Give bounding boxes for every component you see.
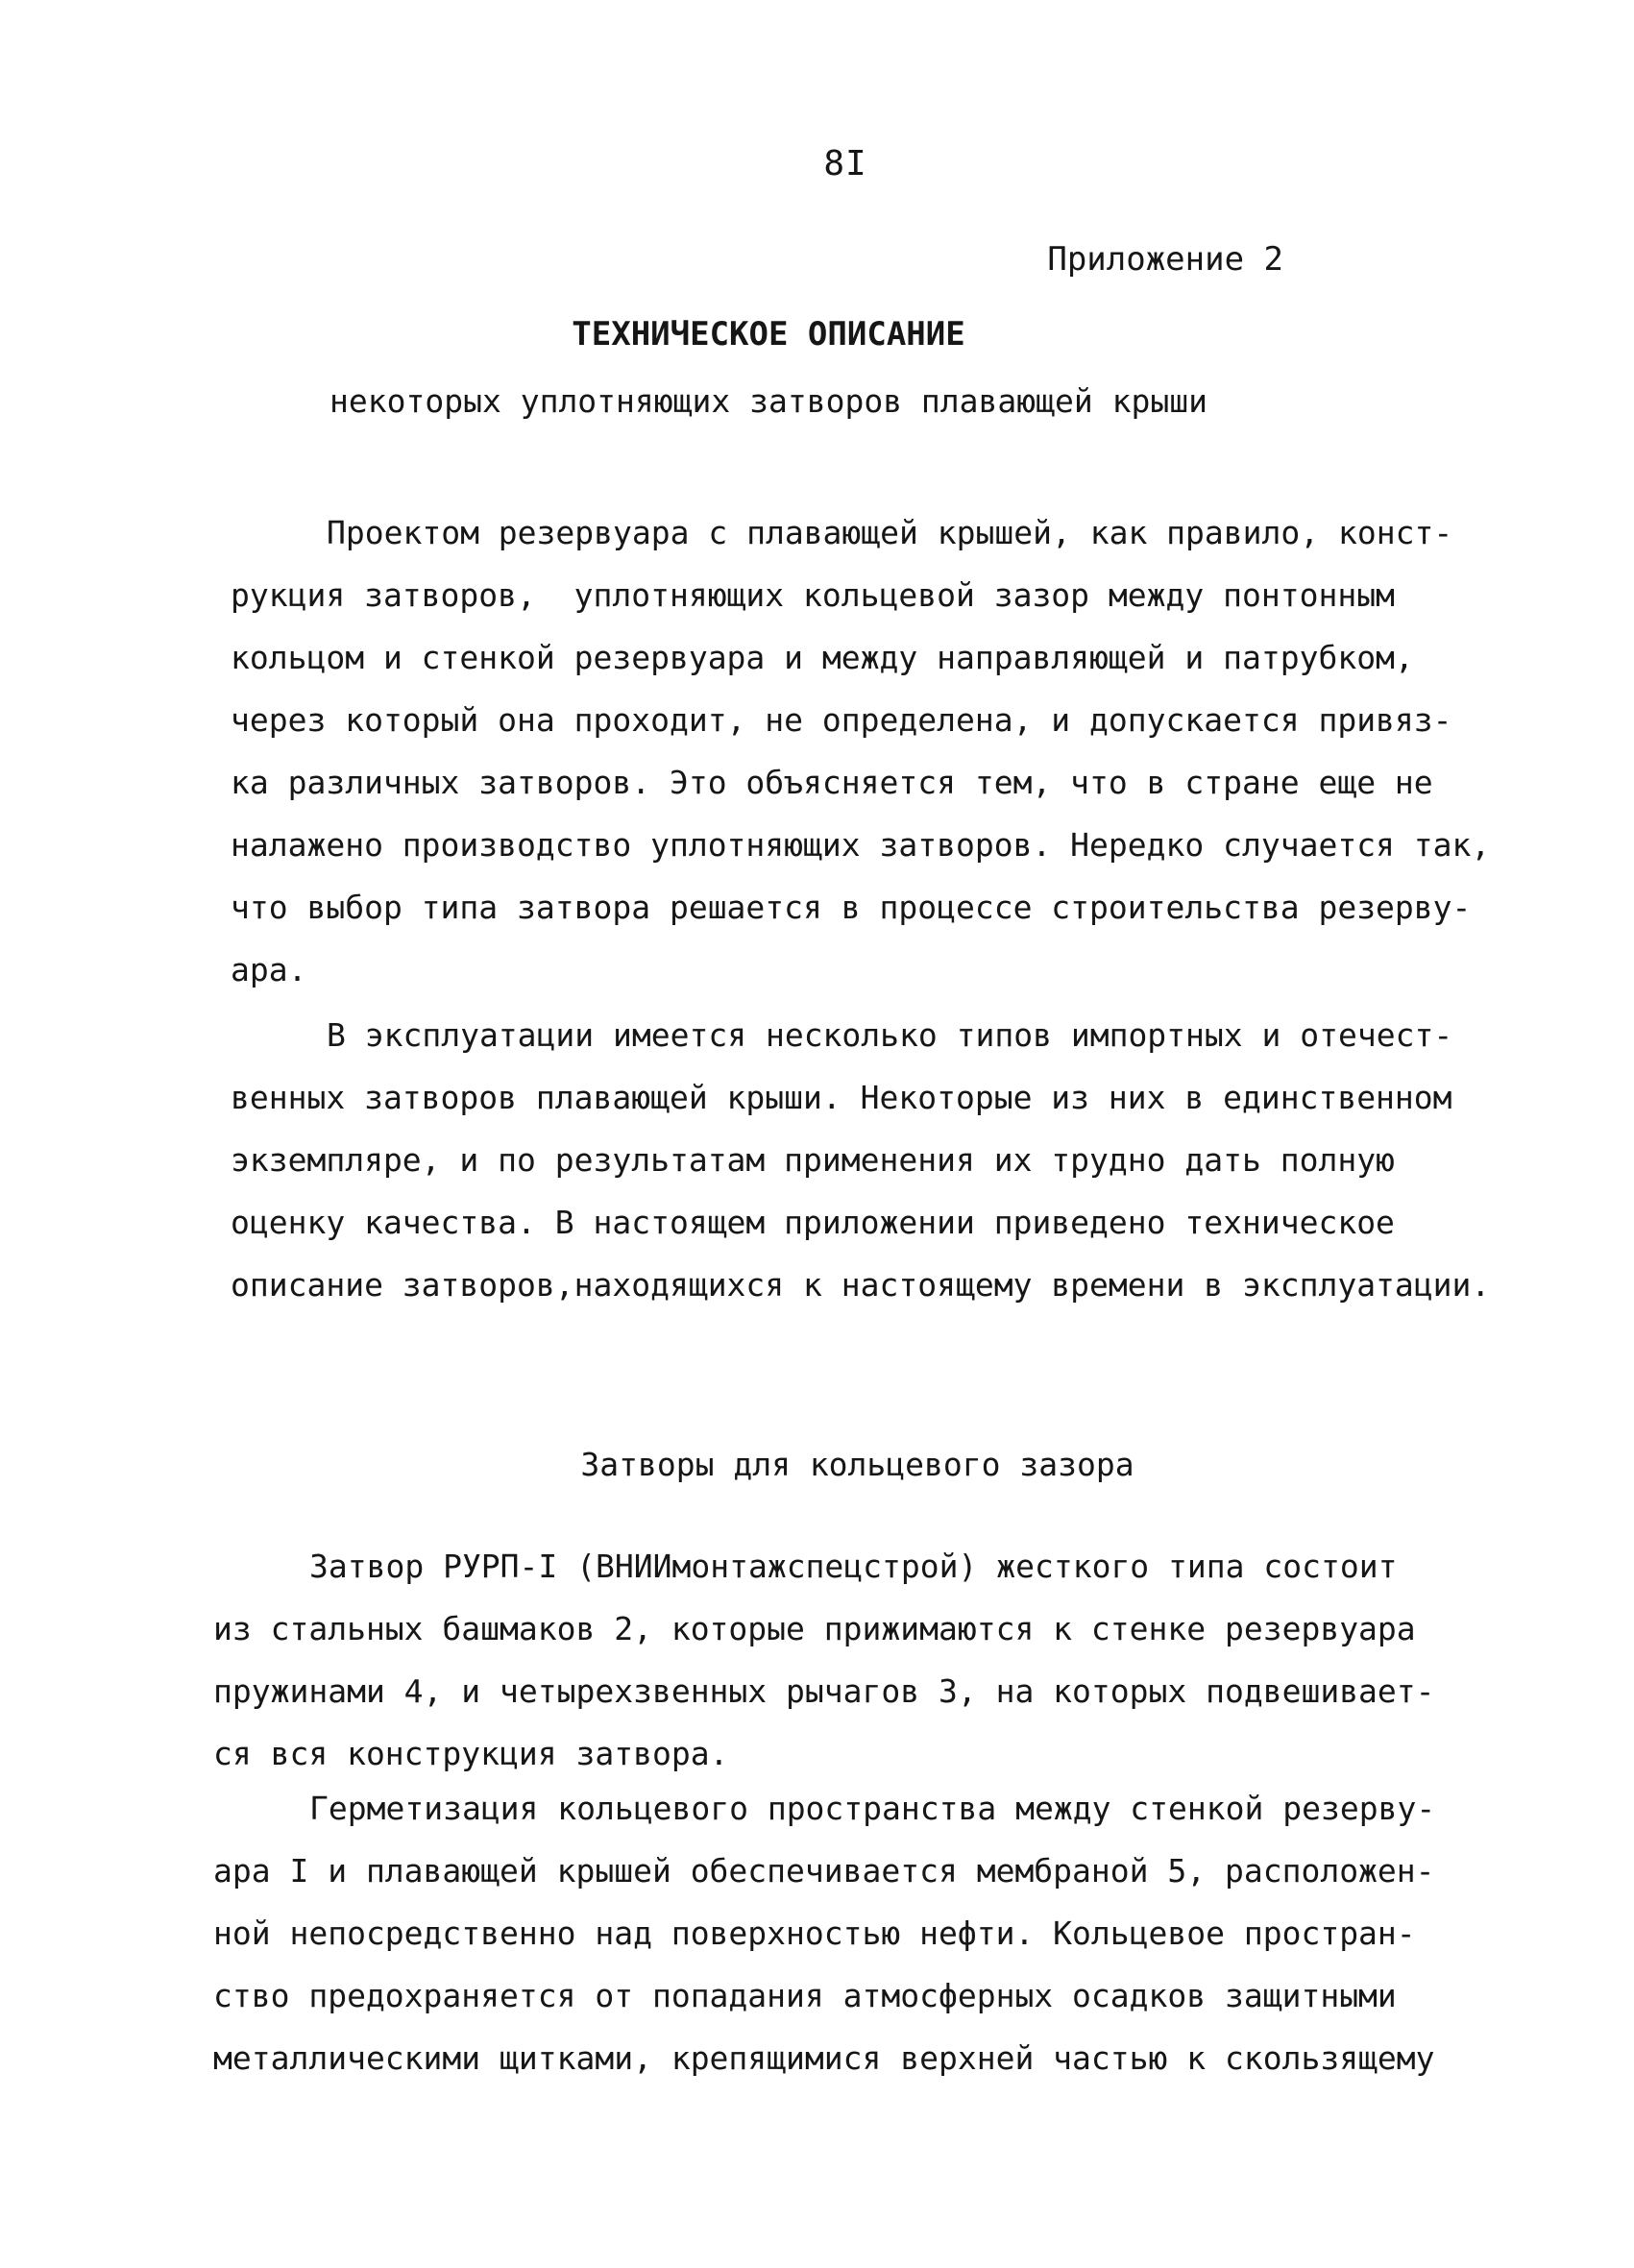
paragraph-operation (231, 1004, 1491, 1316)
paragraph-line: ство предохраняется от попадания атмосферных осадков защитными (213, 1977, 1397, 2014)
section-heading: Затворы для кольцевого зазора (580, 1446, 1134, 1483)
paragraph-line: Затвор РУРП-I (ВНИИмонтажспецстрой) жесткого типа состоит (309, 1548, 1398, 1585)
paragraph-line: экземпляре, и по результатам применения их трудно дать полную (231, 1141, 1395, 1179)
paragraph-line: ка различных затворов. Это объясняется тем, что в стране еще не (231, 764, 1433, 801)
paragraph-line: оценку качества. В настоящем приложении приведено техническое (231, 1204, 1395, 1241)
document-subtitle: некоторых уплотняющих затворов плавающей крыши (329, 382, 1207, 420)
paragraph-line: венных затворов плавающей крыши. Некоторые из них в единственном (231, 1079, 1452, 1116)
paragraph-sealing (213, 1777, 1452, 2089)
paragraph-line: рукция затворов, уплотняющих кольцевой зазор между понтонным (231, 576, 1395, 614)
paragraph-line: ара. (231, 951, 307, 988)
paragraph-line: ной непосредственно над поверхностью нефти. Кольцевое простран- (213, 1914, 1416, 1952)
paragraph-line: налажено производство уплотняющих затворов. Нередко случается так, (231, 826, 1491, 864)
paragraph-line: ара I и плавающей крышей обеспечивается мембраной 5, расположен- (213, 1852, 1435, 1890)
paragraph-line: В эксплуатации имеется несколько типов импортных и отечест- (327, 1016, 1453, 1054)
appendix-label: Приложение 2 (1047, 240, 1283, 279)
paragraph-line: ся вся конструкция затвора. (213, 1735, 729, 1772)
paragraph-line: кольцом и стенкой резервуара и между направляющей и патрубком, (231, 639, 1414, 676)
document-title: ТЕХНИЧЕСКОЕ ОПИСАНИЕ (572, 315, 965, 354)
page-number: 8I (823, 144, 867, 183)
paragraph-intro (231, 501, 1491, 1001)
paragraph-line: описание затворов,находящихся к настоящему времени в эксплуатации. (231, 1266, 1491, 1304)
paragraph-line: через который она проходит, не определена, и допускается привяз- (231, 701, 1452, 739)
paragraph-line: из стальных башмаков 2, которые прижимаются к стенке резервуара (213, 1610, 1416, 1647)
paragraph-line: Герметизация кольцевого пространства между стенкой резерву- (309, 1790, 1436, 1827)
paragraph-line: Проектом резервуара с плавающей крышей, как правило, конст- (327, 514, 1453, 551)
paragraph-line: пружинами 4, и четырехзвенных рычагов 3, на которых подвешивает- (213, 1672, 1435, 1710)
paragraph-rurp-seal (213, 1535, 1452, 1785)
paragraph-line: металлическими щитками, крепящимися верхней частью к скользящему (213, 2039, 1435, 2077)
paragraph-line: что выбор типа затвора решается в процессе строительства резерву- (231, 889, 1472, 926)
